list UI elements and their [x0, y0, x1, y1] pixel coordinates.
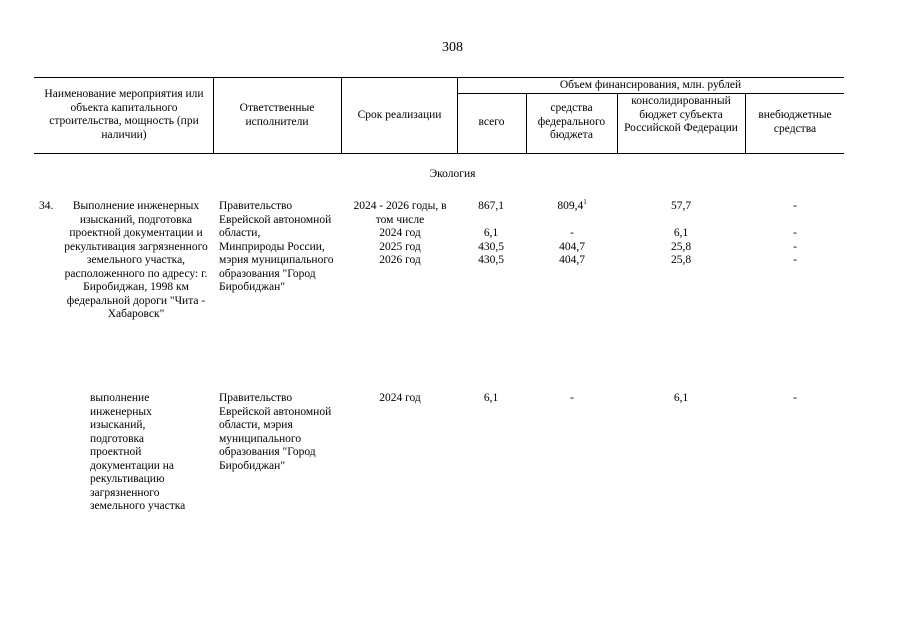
column-divider: [617, 93, 618, 153]
extra-year-value: -: [793, 254, 797, 266]
subrow-executors: Правительство Еврейской автономной области, мэрия муниципального образования "Город Биробиджан": [219, 392, 332, 472]
header-federal: средства федерального бюджета: [537, 102, 606, 141]
row-regional-values: [619, 200, 743, 268]
extra-year-value: -: [793, 227, 797, 239]
header-financing: Объем финансирования, млн. рублей: [559, 79, 742, 91]
header-extra: внебюджетные средства: [758, 109, 832, 135]
term-year: 2024 год: [379, 227, 421, 239]
header-total: всего: [478, 116, 505, 128]
extra-year-value: -: [793, 240, 797, 253]
table-top-rule: [34, 77, 844, 78]
row-extra-values: [746, 200, 844, 268]
subrow-regional: 6,1: [673, 392, 689, 404]
regional-year-value: 25,8: [670, 240, 692, 253]
extra-sum: -: [793, 200, 797, 212]
subrow-extra: -: [793, 392, 797, 404]
row-executors: [219, 200, 341, 295]
subrow-total: 6,1: [483, 392, 499, 404]
term-total: 2024 - 2026 годы, в том числе: [353, 200, 447, 226]
header-name: Наименование мероприятия или объекта капитального строительства, мощность (при наличии): [44, 88, 204, 141]
subrow-federal: -: [570, 392, 574, 404]
header-term: Срок реализации: [357, 109, 442, 121]
total-year-value: 430,5: [478, 240, 504, 253]
total-year-value: 430,5: [478, 254, 504, 266]
section-title: Экология: [429, 168, 476, 180]
term-year: 2026 год: [379, 254, 421, 266]
column-divider: [213, 77, 214, 153]
executor-city-hall: мэрия муниципального образования "Город Биробиджан": [219, 254, 334, 293]
executor-ministry: Минприроды России,: [219, 240, 325, 253]
federal-sum: 809,4: [557, 200, 584, 212]
financing-header-rule: [457, 93, 844, 94]
subrow-term: 2024 год: [379, 392, 421, 404]
federal-year-value: -: [570, 227, 574, 239]
executor-government: Правительство Еврейской автономной области,: [219, 200, 332, 239]
row-number: 34.: [39, 200, 54, 212]
header-regional: консолидированный бюджет субъекта Российской Федерации: [624, 95, 738, 134]
row-total-values: [459, 200, 523, 268]
column-divider: [526, 93, 527, 153]
regional-year-value: 25,8: [670, 254, 692, 266]
header-executors: Ответственные исполнители: [239, 102, 315, 128]
regional-year-value: 6,1: [673, 227, 689, 239]
total-year-value: 6,1: [483, 227, 499, 239]
column-divider: [341, 77, 342, 153]
row-name: Выполнение инженерных изысканий, подготовка проектной документации и рекультивация загрязненного земельного участка, расположенного по адресу: г. Биробиджан, 1998 км федеральной дороги "Чита - Хабаровск": [64, 200, 208, 320]
page-number: 308: [442, 40, 463, 55]
federal-sum-line: [528, 200, 616, 214]
federal-year-value: 404,7: [559, 254, 585, 266]
row-federal-values: [528, 200, 616, 268]
total-sum: 867,1: [478, 200, 504, 212]
footnote-mark: 1: [583, 198, 587, 207]
term-year: 2025 год: [379, 240, 421, 253]
regional-sum: 57,7: [670, 200, 692, 212]
header-bottom-rule: [34, 153, 844, 154]
row-term: [344, 200, 456, 268]
subrow-name: выполнение инженерных изысканий, подготовка проектной документации на рекультивацию загрязненного земельного участка: [90, 392, 186, 512]
federal-year-value: 404,7: [559, 240, 585, 253]
